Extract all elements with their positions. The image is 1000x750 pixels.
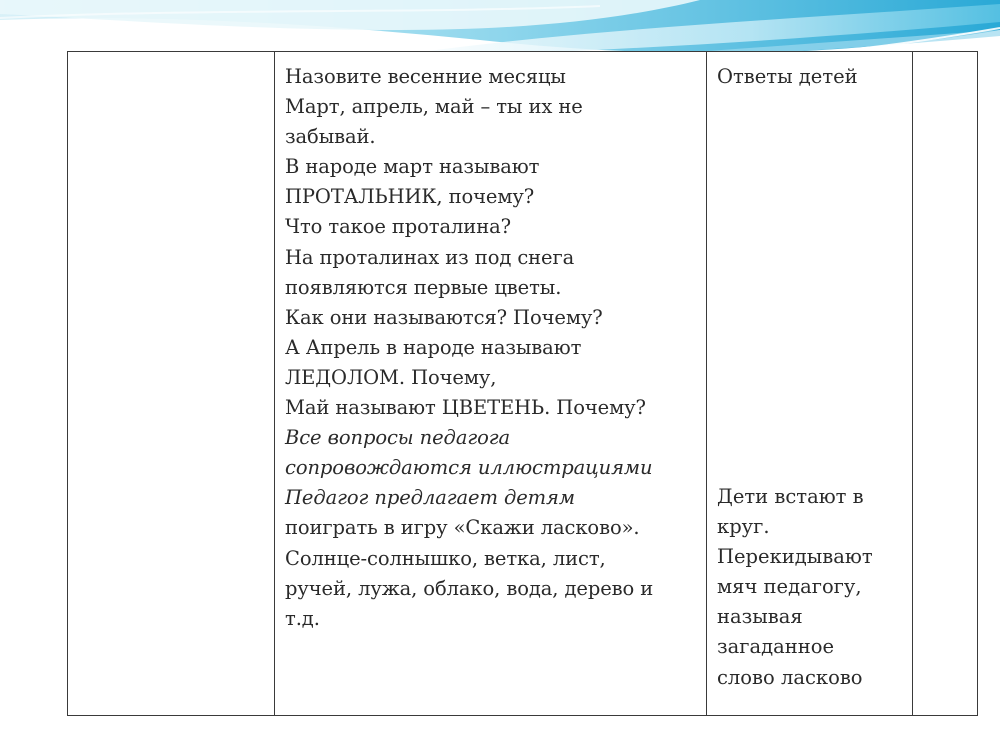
- text-line: Май называют ЦВЕТЕНЬ. Почему?: [285, 396, 646, 420]
- empty-cell-right: [913, 52, 978, 716]
- text-line: забывай.: [285, 125, 376, 149]
- italic-note-line: Все вопросы педагога: [285, 426, 511, 450]
- text-line: Как они называются? Почему?: [285, 305, 603, 329]
- text-line: загаданное: [717, 635, 835, 659]
- text-line: круг.: [717, 515, 770, 539]
- children-game-text: [717, 482, 873, 693]
- children-activity-cell: [707, 52, 913, 716]
- text-line: А Апрель в народе называют: [285, 335, 582, 359]
- text-line: т.д.: [285, 606, 320, 630]
- text-line: Март, апрель, май – ты их не: [285, 95, 583, 119]
- text-line: Солнце-солнышко, ветка, лист,: [285, 546, 606, 570]
- text-line: В народе март называют: [285, 155, 540, 179]
- empty-cell-left: [68, 52, 275, 716]
- text-line: ручей, лужа, облако, вода, дерево и: [285, 576, 654, 600]
- teacher-activity-cell: [275, 52, 707, 716]
- text-line: называя: [717, 605, 803, 629]
- table-row: [68, 52, 978, 716]
- text-line: На проталинах из под снега: [285, 245, 575, 269]
- teacher-activity-text: [275, 52, 706, 634]
- children-answers-label: Ответы детей: [717, 65, 858, 88]
- lesson-table: [67, 51, 978, 716]
- italic-note-line: сопровождаются иллюстрациями: [285, 456, 653, 480]
- italic-note-line: Педагог предлагает детям: [285, 486, 575, 510]
- text-line: Перекидывают: [717, 545, 873, 569]
- text-line: Дети встают в: [717, 485, 864, 508]
- text-line: Назовите весенние месяцы: [285, 65, 566, 88]
- text-line: поиграть в игру «Скажи ласково».: [285, 516, 640, 540]
- text-line: появляются первые цветы.: [285, 275, 562, 299]
- text-line: Что такое проталина?: [285, 215, 511, 239]
- text-line: ЛЕДОЛОМ. Почему,: [285, 365, 497, 389]
- text-line: ПРОТАЛЬНИК, почему?: [285, 185, 535, 209]
- text-line: мяч педагогу,: [717, 575, 862, 599]
- text-line: слово ласково: [717, 665, 863, 689]
